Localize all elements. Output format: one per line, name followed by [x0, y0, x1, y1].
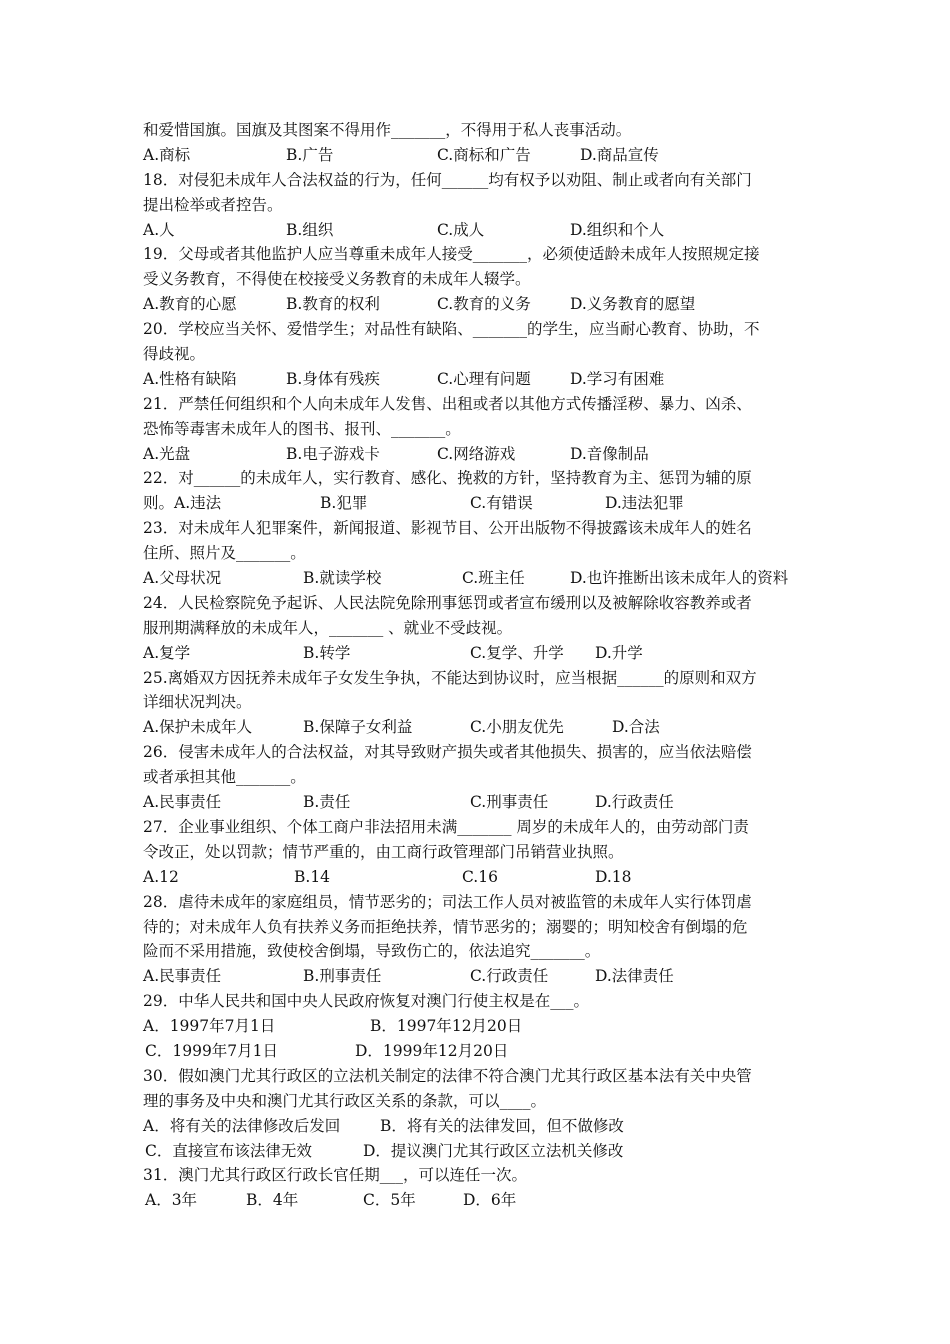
option-b: B．将有关的法律发回，但不做修改: [380, 1116, 624, 1135]
option-a: A.光盘: [143, 444, 191, 463]
option-c: C．直接宣布该法律无效: [145, 1141, 312, 1160]
question-20-text: 20．学校应当关怀、爱惜学生；对品性有缺陷、_______的学生，应当耐心教育、协助，不: [143, 320, 760, 339]
option-b: B.责任: [303, 793, 351, 812]
option-d: D.义务教育的愿望: [570, 295, 696, 314]
option-b: B.犯罪: [320, 494, 368, 513]
question-23-text-cont: 住所、照片及_______。: [143, 544, 306, 563]
option-c: C.16: [462, 867, 498, 886]
option-b: B．4年: [246, 1191, 299, 1210]
option-a: A.父母状况: [143, 569, 222, 588]
option-c: C.复学、升学: [470, 643, 564, 662]
question-26-text-cont: 或者承担其他_______。: [143, 768, 306, 787]
option-c: C.小朋友优先: [470, 718, 564, 737]
option-a: A.人: [143, 220, 175, 239]
document-page: [143, 118, 813, 1213]
option-d: D．1999年12月20日: [355, 1041, 509, 1060]
question-28-options: [143, 964, 813, 989]
question-21-options: [143, 442, 813, 467]
option-d: D．提议澳门尤其行政区立法机关修改: [363, 1141, 624, 1160]
option-a: A．将有关的法律修改后发回: [143, 1116, 341, 1135]
option-b: B.刑事责任: [303, 967, 382, 986]
option-c: C.有错误: [470, 494, 533, 513]
option-a: A.民事责任: [143, 793, 222, 812]
option-b: B.14: [294, 867, 331, 886]
option-d: D.音像制品: [570, 444, 649, 463]
question-24-options: [143, 641, 813, 666]
question-24-text-cont: 服刑期满释放的未成年人，_______ 、就业不受歧视。: [143, 618, 513, 637]
question-27-text-cont: 令改正，处以罚款；情节严重的，由工商行政管理部门吊销营业执照。: [143, 842, 624, 861]
question-19-text-cont: 受义务教育，不得使在校接受义务教育的未成年人辍学。: [143, 270, 531, 289]
option-b: B.广告: [286, 145, 334, 164]
question-29-text: 29．中华人民共和国中央人民政府恢复对澳门行使主权是在___。: [143, 992, 589, 1011]
question-18-text: 18．对侵犯未成年人合法权益的行为，任何______均有权予以劝阻、制止或者向有关部门: [143, 170, 752, 189]
question-30-text-cont: 理的事务及中央和澳门尤其行政区关系的条款，可以____。: [143, 1091, 547, 1110]
option-d: D.商品宣传: [580, 145, 659, 164]
option-d: D.学习有困难: [570, 369, 665, 388]
option-d: D.合法: [612, 718, 660, 737]
question-18-text-cont: 提出检举或者控告。: [143, 195, 283, 214]
option-c: C.刑事责任: [470, 793, 549, 812]
option-c: C.心理有问题: [437, 369, 531, 388]
question-25-options: [143, 715, 813, 740]
question-21-text: 21．严禁任何组织和个人向未成年人发售、出租或者以其他方式传播淫秽、暴力、凶杀、: [143, 394, 752, 413]
option-c: C．5年: [363, 1191, 416, 1210]
question-30-text: 30．假如澳门尤其行政区的立法机关制定的法律不符合澳门尤其行政区基本法有关中央管: [143, 1066, 752, 1085]
question-22-text: 22．对______的未成年人，实行教育、感化、挽救的方针，坚持教育为主、惩罚为辅的原: [143, 469, 752, 488]
option-b: B．1997年12月20日: [370, 1017, 523, 1036]
option-a: A．3年: [145, 1191, 198, 1210]
option-c: C.教育的义务: [437, 295, 531, 314]
question-30-options: [143, 1114, 813, 1139]
option-b: B.保障子女利益: [303, 718, 413, 737]
question-29-options: [143, 1014, 813, 1039]
option-b: B.身体有残疾: [286, 369, 380, 388]
question-28-text-cont: 待的；对未成年人负有扶养义务而拒绝扶养，情节恶劣的；溺婴的；明知校舍有倒塌的危: [143, 917, 748, 936]
question-17-text: 和爱惜国旗。国旗及其图案不得用作_______，不得用于私人丧事活动。: [143, 121, 632, 139]
option-c: C.行政责任: [470, 967, 549, 986]
question-28-text: 28．虐待未成年的家庭组员，情节恶劣的；司法工作人员对被监管的未成年人实行体罚虐: [143, 892, 752, 911]
option-b: B.转学: [303, 643, 351, 662]
question-20-options: [143, 367, 813, 392]
option-a: A.保护未成年人: [143, 718, 253, 737]
question-22-options: [143, 491, 813, 516]
option-a: 则。A.违法: [143, 494, 222, 513]
question-25-text-cont: 详细状况判决。: [143, 693, 252, 712]
option-a: A.民事责任: [143, 967, 222, 986]
question-19-text: 19．父母或者其他监护人应当尊重未成年人接受_______，必须使适龄未成年人按照规定接: [143, 245, 760, 264]
question-25-text: 25.离婚双方因抚养未成年子女发生争执，不能达到协议时，应当根据______的原则和双方: [143, 668, 757, 687]
option-d: D.也许推断出该未成年人的资料: [570, 569, 789, 588]
question-30-options-cont: [143, 1139, 813, 1164]
option-d: D．6年: [463, 1191, 517, 1210]
option-c: C.商标和广告: [437, 145, 531, 164]
option-a: A.性格有缺陷: [143, 369, 237, 388]
question-24-text: 24．人民检察院免予起诉、人民法院免除刑事惩罚或者宣布缓刑以及被解除收容教养或者: [143, 593, 752, 612]
question-19-options: [143, 292, 813, 317]
question-17-options: [143, 143, 813, 168]
option-c: C.成人: [437, 220, 485, 239]
question-20-text-cont: 得歧视。: [143, 345, 206, 364]
option-a: A．1997年7月1日: [143, 1017, 276, 1036]
option-c: C．1999年7月1日: [145, 1041, 279, 1060]
option-a: A.教育的心愿: [143, 295, 237, 314]
option-b: B.电子游戏卡: [286, 444, 380, 463]
option-b: B.教育的权利: [286, 295, 380, 314]
option-b: B.组织: [286, 220, 334, 239]
option-a: A.12: [143, 867, 179, 886]
option-c: C.网络游戏: [437, 444, 516, 463]
option-d: D.法律责任: [595, 967, 674, 986]
question-21-text-cont: 恐怖等毒害未成年人的图书、报刊、_______。: [143, 419, 461, 438]
option-b: B.就读学校: [303, 569, 382, 588]
option-a: A.复学: [143, 643, 191, 662]
question-26-options: [143, 790, 813, 815]
option-d: D.违法犯罪: [605, 494, 684, 513]
question-23-text: 23．对未成年人犯罪案件，新闻报道、影视节目、公开出版物不得披露该未成年人的姓名: [143, 519, 752, 538]
question-26-text: 26．侵害未成年人的合法权益，对其导致财产损失或者其他损失、损害的，应当依法赔偿: [143, 743, 752, 762]
option-d: D.组织和个人: [570, 220, 665, 239]
question-27-text: 27．企业事业组织、个体工商户非法招用未满_______ 周岁的未成年人的，由劳动部门责: [143, 817, 749, 836]
question-31-options: [143, 1188, 813, 1213]
question-28-text-cont: 险而不采用措施，致使校舍倒塌，导致伤亡的，依法追究_______。: [143, 942, 601, 961]
question-31-text: 31．澳门尤其行政区行政长官任期___，可以连任一次。: [143, 1166, 527, 1185]
question-23-options: [143, 566, 813, 591]
question-29-options-cont: [143, 1039, 813, 1064]
option-d: D.行政责任: [595, 793, 674, 812]
question-27-options: [143, 865, 813, 890]
option-c: C.班主任: [462, 569, 525, 588]
option-d: D.升学: [595, 643, 643, 662]
option-a: A.商标: [143, 145, 191, 164]
option-d: D.18: [595, 867, 632, 886]
question-18-options: [143, 218, 813, 243]
